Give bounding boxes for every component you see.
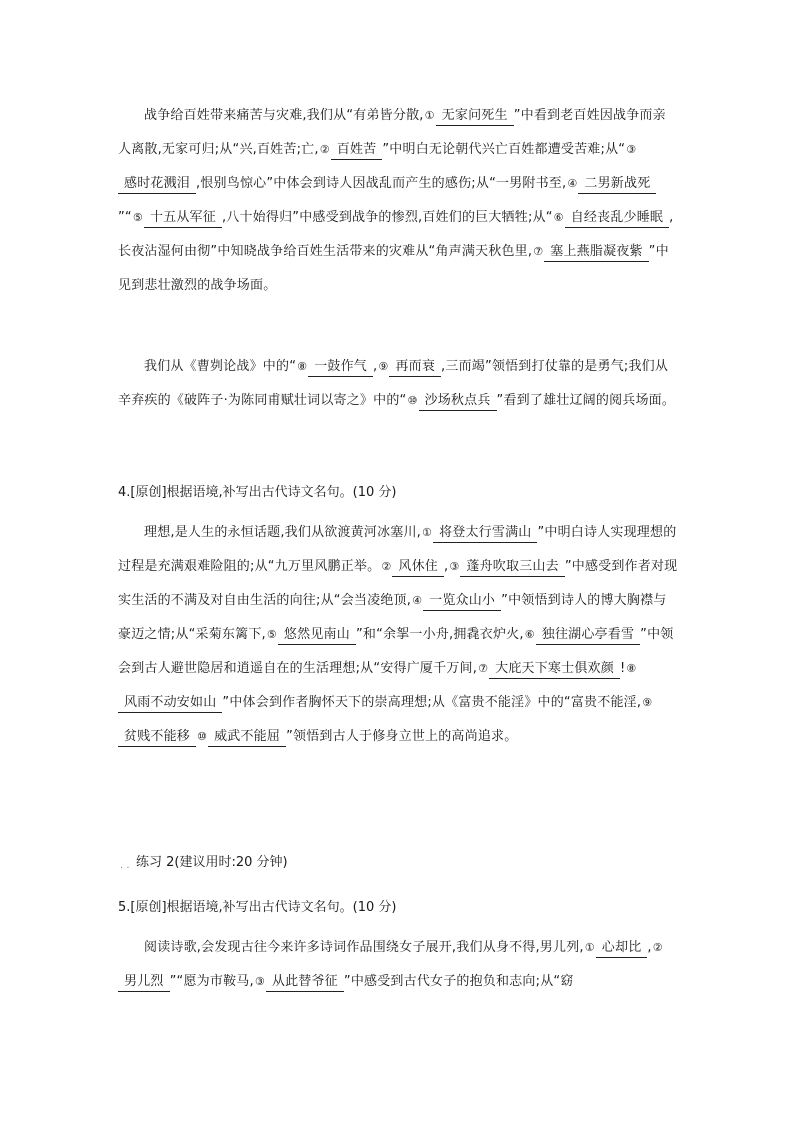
text: ”中领悟到诗人的博大胸襟与豪迈之情;从“采菊东篱下, (118, 593, 667, 642)
blank-number: ⑦ (478, 662, 489, 675)
blank-number: ⑥ (553, 211, 564, 224)
blank-number: ④ (567, 177, 578, 190)
blank-number: ⑨ (642, 696, 653, 709)
answer-blank: 十五从军征 (144, 209, 222, 228)
paragraph-ideals (118, 516, 678, 754)
text: ”中明白无论朝代兴亡百姓都遭受苦难;从“ (382, 142, 626, 157)
text: ”领悟到古人于修身立世上的高尚追求。 (286, 729, 518, 744)
answer-blank: 从此替爷征 (266, 973, 344, 992)
blank-number: ① (584, 941, 595, 954)
question-5-heading: 5.[原创]根据语境,补写出古代诗文名句。(10 分) (118, 900, 397, 915)
paragraph-war (118, 99, 678, 303)
answer-blank: 贫贱不能移 (118, 728, 196, 747)
blank-number: ⑩ (197, 730, 208, 743)
blank-number: ① (424, 109, 435, 122)
answer-blank: 无家问死生 (436, 107, 514, 126)
text: , (444, 559, 449, 574)
answer-blank: 百姓苦 (331, 141, 383, 160)
answer-blank: 再而衰 (389, 358, 441, 377)
text: ”中体会到作者胸怀天下的崇高理想;从《富贵不能淫》中的“富贵不能淫, (222, 695, 642, 710)
answer-blank: 心却比 (596, 939, 648, 958)
answer-blank: 感时花溅泪 (118, 175, 196, 194)
blank-number: ⑨ (378, 360, 389, 373)
blank-number: ② (319, 143, 330, 156)
answer-blank: 蓬舟吹取三山去 (460, 558, 564, 577)
answer-blank: 风雨不动安如山 (118, 694, 222, 713)
question-4-heading: 4.[原创]根据语境,补写出古代诗文名句。(10 分) (118, 485, 397, 500)
text: ,长夜沾湿何由彻”中知晓战争给百姓生活带来的灾难从“角声满天秋色里, (118, 210, 674, 259)
answer-blank: 塞上燕脂凝夜紫 (544, 243, 648, 262)
text: , (647, 940, 652, 955)
answer-blank: 大庇天下寒士俱欢颜 (489, 660, 620, 679)
blank-number: ④ (412, 594, 423, 607)
answer-blank: 沙场秋点兵 (419, 392, 497, 411)
blank-number: ③ (449, 560, 460, 573)
text: ”中感受到古代女子的抱负和志向;从“窈 (343, 974, 574, 989)
text: 战争给百姓带来痛苦与灾难,我们从“有弟皆分散, (144, 108, 424, 123)
answer-blank: 男儿烈 (118, 973, 170, 992)
blank-number: ② (381, 560, 392, 573)
blank-number: ⑧ (626, 662, 637, 675)
blank-number: ③ (626, 143, 637, 156)
blank-number: ⑤ (132, 211, 143, 224)
text: 阅读诗歌,会发现古往今来许多诗词作品围绕女子展开,我们从身不得,男儿列, (144, 940, 584, 955)
answer-blank: 将登太行雪满山 (433, 524, 537, 543)
text: ”中见到悲壮激烈的战争场面。 (118, 244, 669, 293)
text: 我们从《曹刿论战》中的“ (144, 359, 297, 374)
blank-number: ② (652, 941, 663, 954)
answer-blank: 独往湖心亭看雪 (536, 626, 640, 645)
answer-blank: 一览众山小 (423, 592, 501, 611)
blank-number: ⑤ (266, 628, 277, 641)
text: ”中感受到作者对现实生活的不满及对自由生活的向往;从“会当凌绝顶, (118, 559, 678, 608)
blank-number: ① (422, 526, 433, 539)
text: ,三而竭”领悟到打仗靠的是勇气;我们从辛弃疾的《破阵子·为陈同甫赋壮词以寄之》中的“ (118, 359, 669, 408)
blank-number: ③ (254, 975, 265, 988)
blank-number: ⑥ (524, 628, 535, 641)
answer-blank: 风休住 (392, 558, 444, 577)
text: ”“ (118, 210, 132, 225)
text: 理想,是人生的永恒话题,我们从欲渡黄河冰塞川, (144, 525, 421, 540)
blank-number: ⑧ (297, 360, 308, 373)
text: ”中领会到古人避世隐居和逍遥自在的生活理想;从“安得广厦千万间, (118, 627, 674, 676)
paragraph-women (118, 931, 678, 999)
answer-blank: 威武不能屈 (208, 728, 286, 747)
text: ”看到了雄壮辽阔的阅兵场面。 (496, 393, 676, 408)
practice-dots: . . (120, 860, 130, 871)
text: ”中明白诗人实现理想的过程是充满艰难险阻的;从“九万里风鹏正举。 (118, 525, 677, 574)
text: ,恨别鸟惊心”中体会到诗人因战乱而产生的感伤;从“一男附书至, (196, 176, 567, 191)
answer-blank: 悠然见南山 (278, 626, 356, 645)
paragraph-battle (118, 350, 678, 418)
text: ! (619, 661, 626, 676)
text: ”“愿为市鞍马, (169, 974, 254, 989)
text: ,八十始得归”中感受到战争的惨烈,百姓们的巨大牺牲;从“ (221, 210, 553, 225)
answer-blank: 一鼓作气 (308, 358, 373, 377)
practice-2-heading: 练习 2(建议用时:20 分钟) (136, 855, 288, 870)
text: ”中看到老百姓因战争而亲人离散,无家可归;从“兴,百姓苦;亡, (118, 108, 666, 157)
answer-blank: 二男新战死 (578, 175, 656, 194)
text: ”和“余挐一小舟,拥毳衣炉火, (355, 627, 524, 642)
blank-number: ⑩ (407, 394, 418, 407)
answer-blank: 自经丧乱少睡眠 (565, 209, 669, 228)
blank-number: ⑦ (533, 245, 544, 258)
text: , (373, 359, 378, 374)
